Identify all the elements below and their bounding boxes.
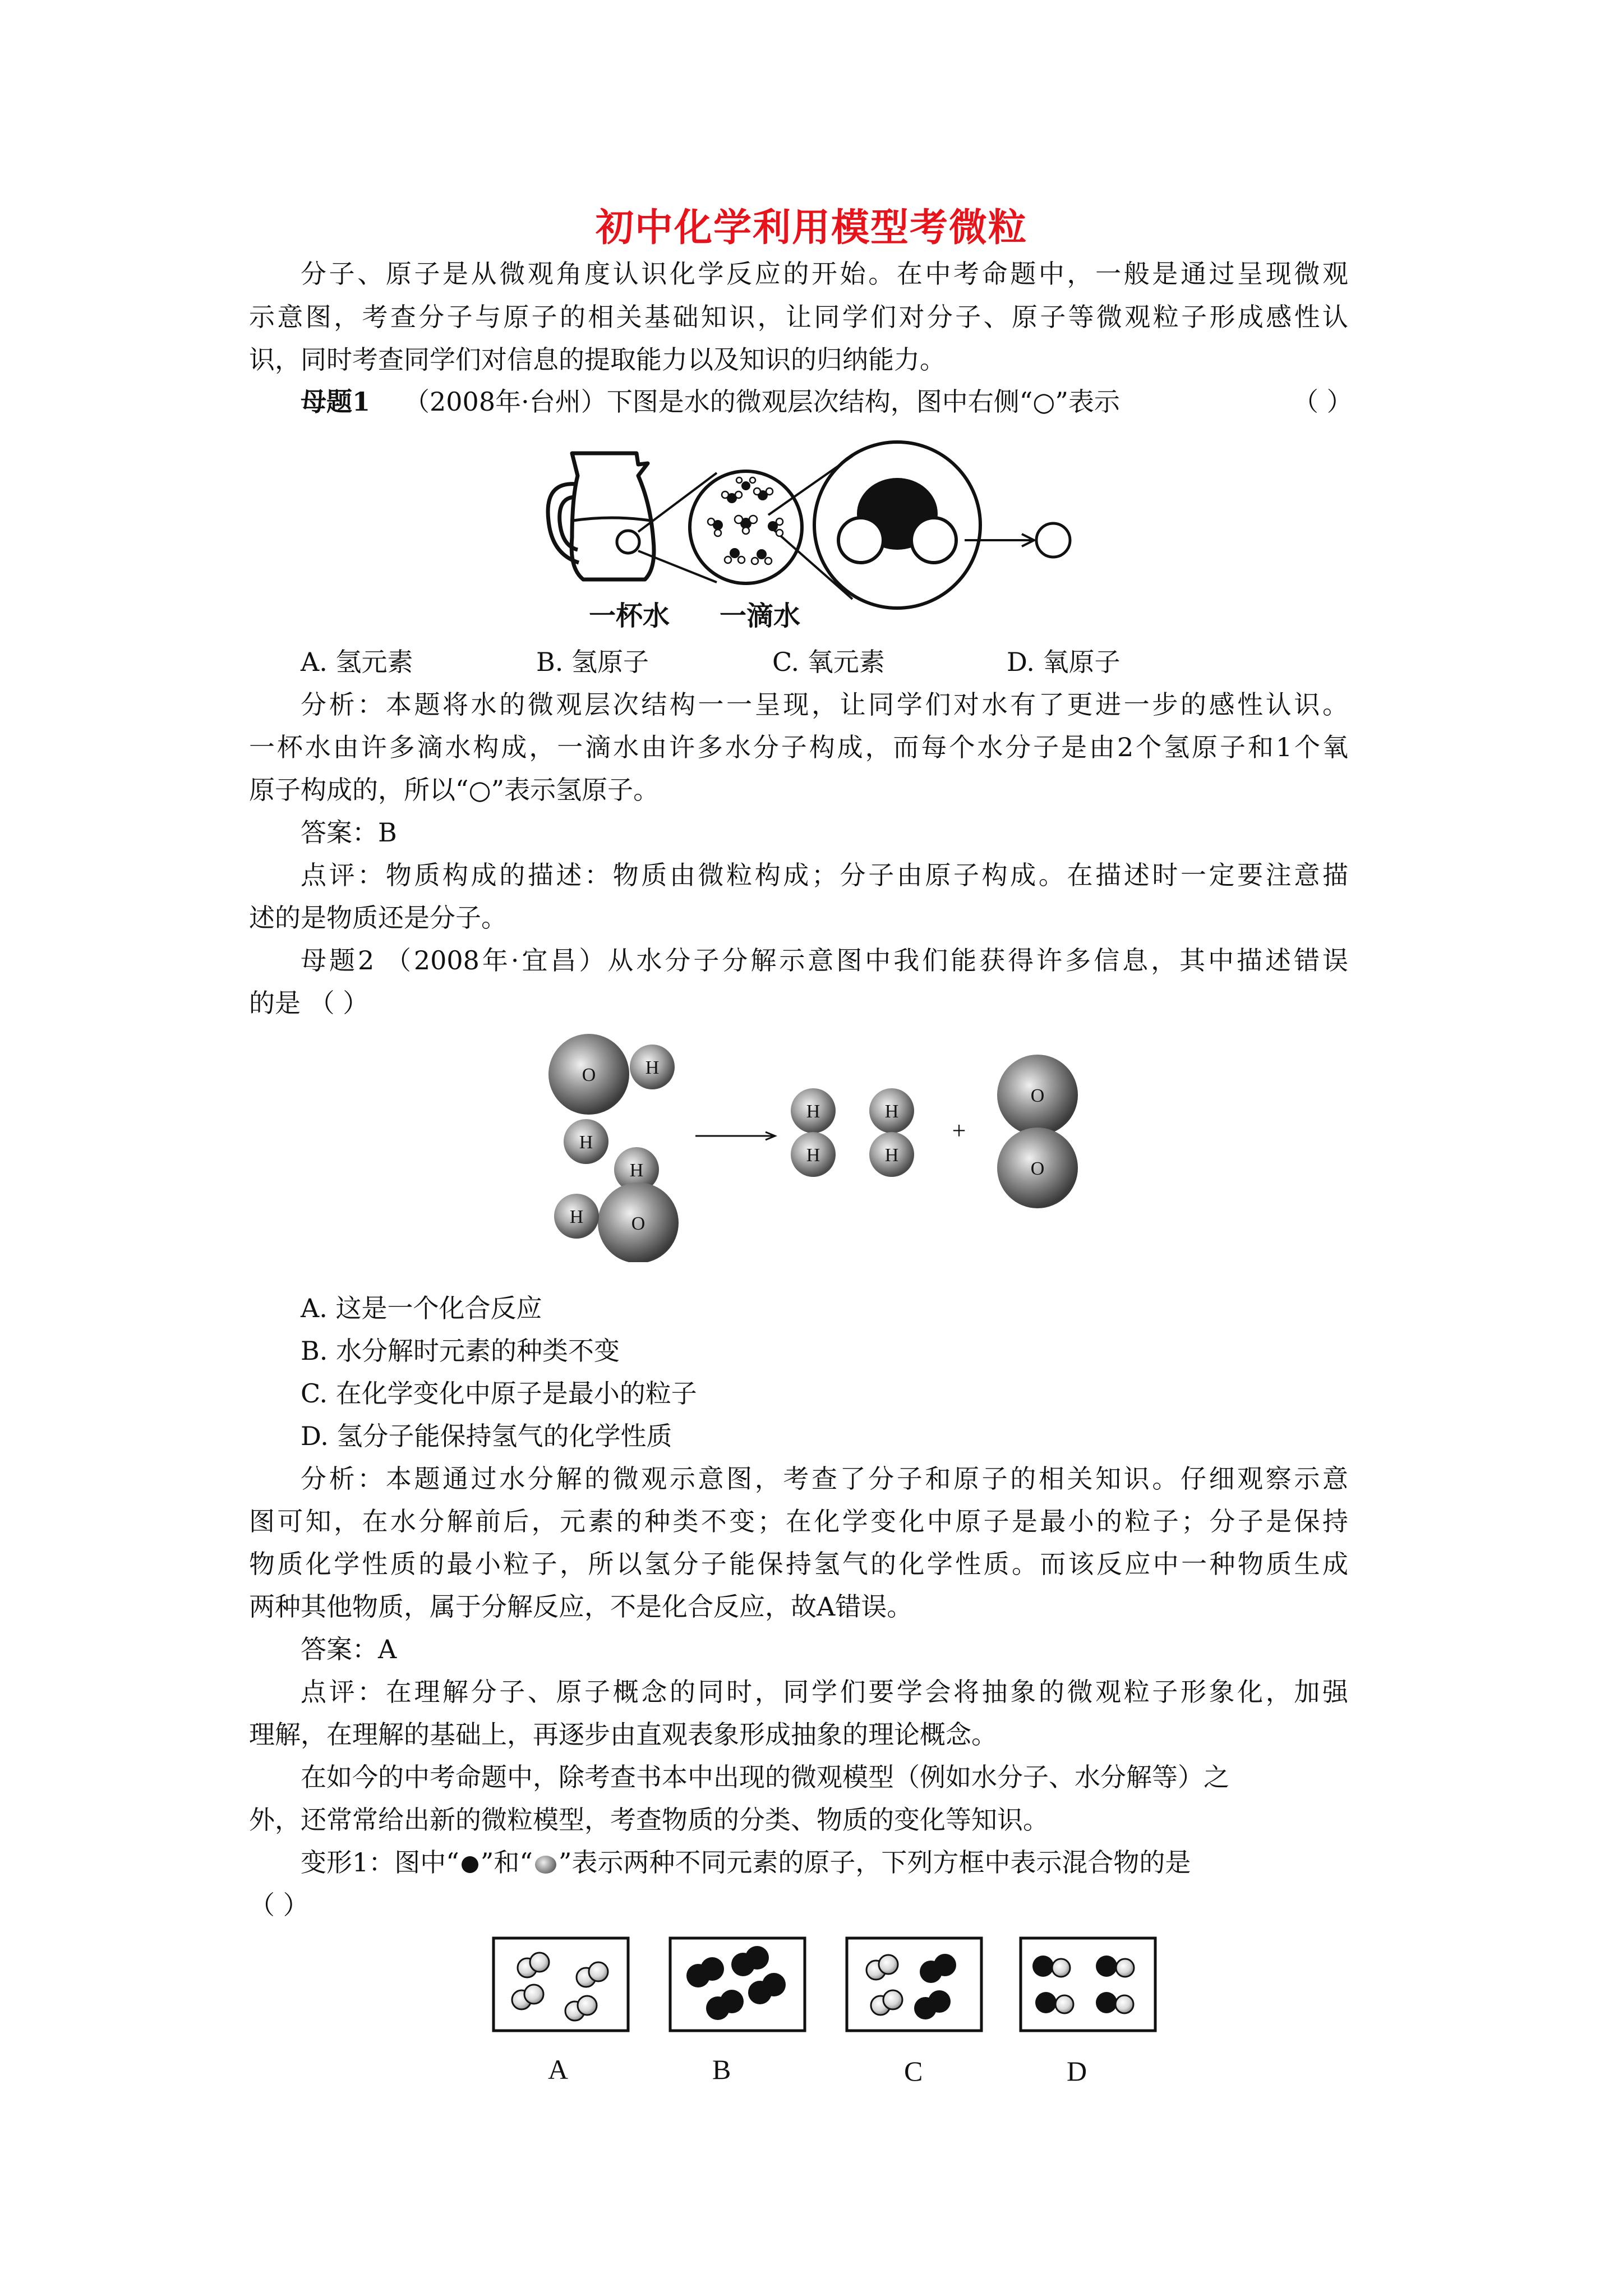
- caption-cup-of-water: 一杯水: [589, 600, 670, 632]
- q2-comment-line-1: 点评：在理解分子、原子概念的同时，同学们要学会将抽象的微观粒子形象化，加强: [301, 1677, 1348, 1707]
- transition-line-2: 外，还常常给出新的微粒模型，考查物质的分类、物质的变化等知识。: [249, 1805, 1049, 1835]
- q2-analysis-line-4: 两种其他物质，属于分解反应，不是化合反应，故A错误。: [249, 1591, 913, 1622]
- gray-atom-icon: [535, 1856, 556, 1874]
- q1-answer-paren: （ ）: [1293, 386, 1353, 417]
- q1-analysis-line-1: 分析：本题将水的微观层次结构一一呈现，让同学们对水有了更进一步的感性认识。: [301, 689, 1348, 720]
- q1-analysis-line-3: 原子构成的，所以“○”表示氢原子。: [249, 775, 660, 805]
- q1-option-c: C. 氧元素: [772, 647, 885, 677]
- v1-stem-suffix: ”表示两种不同元素的原子，下列方框中表示混合物的是: [558, 1847, 1191, 1878]
- q1-answer: 答案：B: [301, 817, 397, 848]
- q1-stem: [301, 385, 1120, 418]
- atom-h-label: H: [806, 1145, 820, 1166]
- q1-option-d: D. 氧原子: [1007, 647, 1121, 677]
- option-box-d: [1021, 1938, 1155, 2031]
- q1-analysis-line-2: 一杯水由许多滴水构成，一滴水由许多水分子构成，而每个水分子是由2个氢原子和1个氧: [249, 732, 1348, 762]
- intro-line-3: 识，同时考查同学们对信息的提取能力以及知识的归纳能力。: [249, 344, 946, 375]
- option-box-a: [494, 1938, 628, 2031]
- atom-h-label: H: [645, 1057, 660, 1078]
- option-box-c: [847, 1938, 981, 2031]
- q1-option-b: B. 氢原子: [536, 647, 649, 677]
- atom-o-label: O: [582, 1065, 596, 1085]
- atom-h-label: H: [884, 1145, 899, 1166]
- atom-o-label: O: [1030, 1158, 1045, 1179]
- q1-comment-line-2: 述的是物质还是分子。: [249, 903, 507, 933]
- atom-o-label: O: [631, 1213, 645, 1234]
- v1-stem-prefix: 变形1：图中“: [301, 1847, 459, 1878]
- q2-stem-line-1: 母题2 （2008年·宜昌）从水分子分解示意图中我们能获得许多信息，其中描述错误: [301, 945, 1348, 976]
- q1-option-a: A. 氢元素: [301, 647, 413, 677]
- atom-h-label: H: [579, 1132, 593, 1153]
- option-label-c: C: [904, 2055, 923, 2087]
- q2-analysis-line-2: 图可知，在水分解前后，元素的种类不变；在化学变化中原子是最小的粒子；分子是保持: [249, 1506, 1348, 1536]
- q2-option-b: B. 水分解时元素的种类不变: [301, 1336, 620, 1366]
- v1-stem: [301, 1846, 1191, 1879]
- atom-o-label: O: [1030, 1085, 1045, 1106]
- q2-option-c: C. 在化学变化中原子是最小的粒子: [301, 1378, 697, 1409]
- q2-analysis-line-3: 物质化学性质的最小粒子，所以氢分子能保持氢气的化学性质。而该反应中一种物质生成: [249, 1549, 1348, 1579]
- option-label-b: B: [712, 2054, 731, 2085]
- intro-line-2: 示意图，考查分子与原子的相关基础知识，让同学们对分子、原子等微观粒子形成感性认: [249, 302, 1348, 332]
- intro-line-1: 分子、原子是从微观角度认识化学反应的开始。在中考命题中，一般是通过呈现微观: [301, 259, 1348, 289]
- option-label-d: D: [1067, 2055, 1087, 2087]
- atom-h-label: H: [629, 1160, 644, 1181]
- atom-h-label: H: [884, 1101, 899, 1122]
- q2-analysis-line-1: 分析：本题通过水分解的微观示意图，考查了分子和原子的相关知识。仔细观察示意: [301, 1464, 1348, 1494]
- v1-options-figure: [488, 1930, 1206, 2042]
- q2-option-a: A. 这是一个化合反应: [301, 1293, 542, 1323]
- q2-stem-line-2: 的是 （ ）: [249, 988, 369, 1018]
- q1-comment-line-1: 点评：物质构成的描述：物质由微粒构成；分子由原子构成。在描述时一定要注意描: [301, 860, 1348, 890]
- caption-drop-of-water: 一滴水: [720, 600, 801, 632]
- v1-stem-mid: ”和“: [480, 1847, 533, 1878]
- plus-sign: +: [952, 1117, 966, 1144]
- q1-stem-text: （2008年·台州）下图是水的微观层次结构，图中右侧“○”表示: [404, 386, 1120, 417]
- water-decomposition-figure: [538, 1027, 1099, 1262]
- q1-label: 母题1: [301, 386, 371, 417]
- transition-line-1: 在如今的中考命题中，除考查书本中出现的微观模型（例如水分子、水分解等）之: [301, 1762, 1229, 1792]
- atom-h-label: H: [806, 1101, 820, 1122]
- q2-answer: 答案：A: [301, 1634, 397, 1664]
- v1-answer-paren: （ ）: [249, 1890, 309, 1920]
- page-title: 初中化学利用模型考微粒: [595, 205, 1027, 250]
- q2-option-d: D. 氢分子能保持氢气的化学性质: [301, 1421, 672, 1451]
- black-atom-icon: [462, 1856, 478, 1873]
- atom-h-label: H: [569, 1207, 584, 1227]
- option-label-a: A: [548, 2054, 569, 2085]
- q2-comment-line-2: 理解，在理解的基础上，再逐步由直观表象形成抽象的理论概念。: [249, 1719, 997, 1750]
- water-hierarchy-figure: [538, 431, 1138, 616]
